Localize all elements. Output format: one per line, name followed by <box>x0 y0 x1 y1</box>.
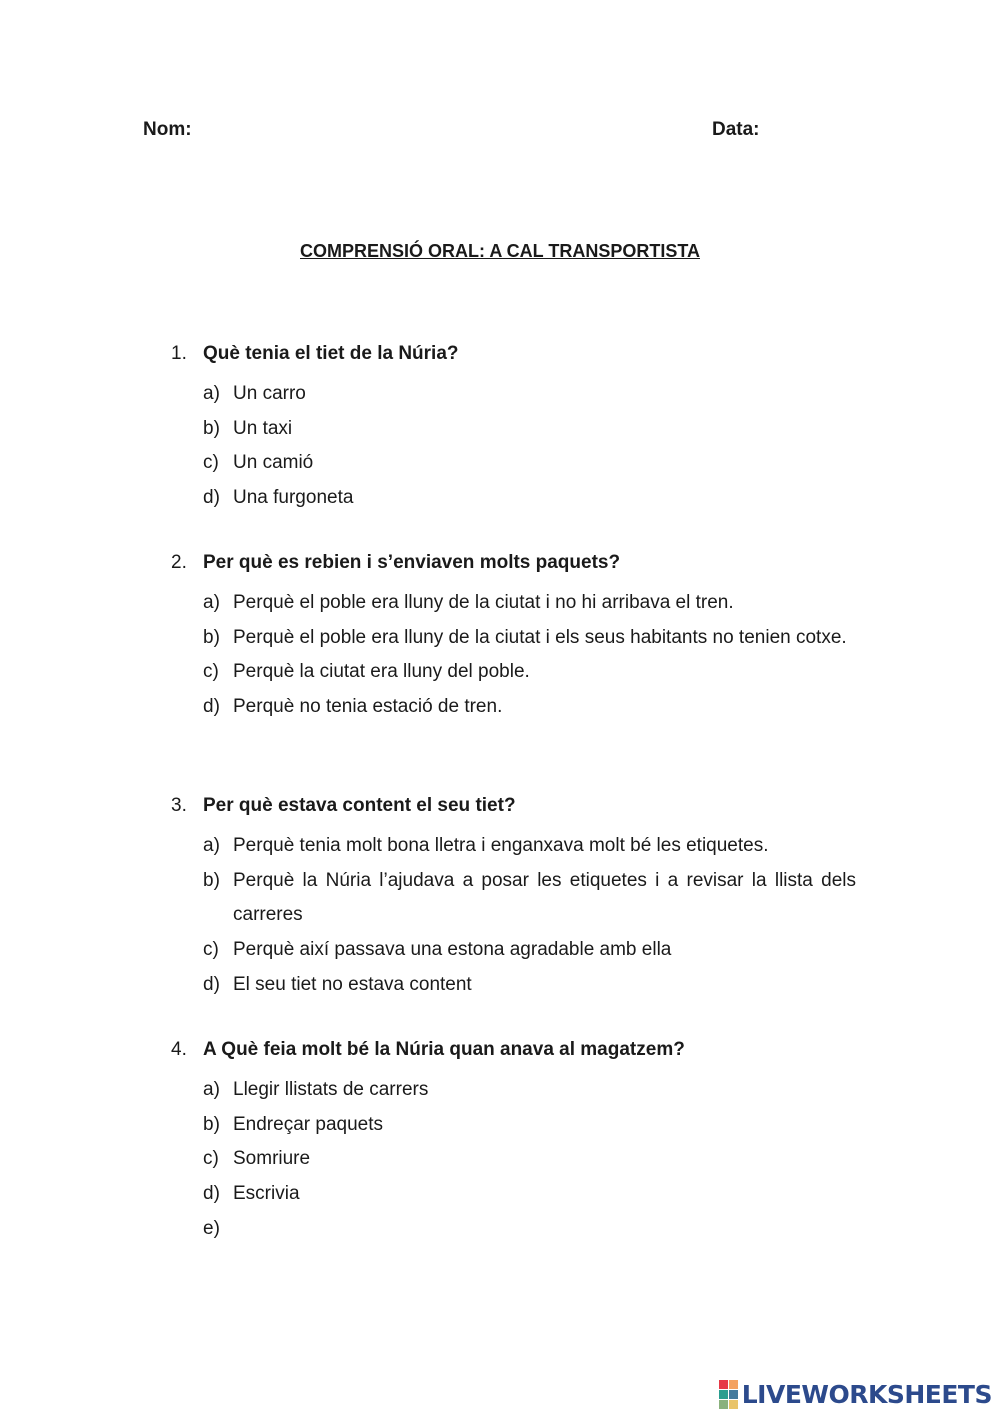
option-text: El seu tiet no estava content <box>233 973 472 995</box>
option-b[interactable] <box>0 864 1000 933</box>
option-letter: c) <box>203 661 219 683</box>
question-text: Per què es rebien i s’enviaven molts paquets? <box>203 552 621 573</box>
option-text: Escrivia <box>233 1183 300 1205</box>
name-label: Nom: <box>143 119 192 140</box>
option-c[interactable] <box>0 446 1000 481</box>
question-text: Per què estava content el seu tiet? <box>203 795 516 816</box>
option-text: Un camió <box>233 452 314 474</box>
liveworksheets-logo <box>719 1379 992 1409</box>
option-letter: b) <box>203 417 220 439</box>
option-text: Somriure <box>233 1148 311 1170</box>
option-letter: c) <box>203 1148 219 1170</box>
question-text: Què tenia el tiet de la Núria? <box>203 343 459 364</box>
option-letter: d) <box>203 973 220 995</box>
option-letter: d) <box>203 487 220 509</box>
brand-name: LIVEWORKSHEETS <box>741 1379 992 1409</box>
option-letter: a) <box>203 592 220 613</box>
option-text: Un carro <box>233 383 306 404</box>
option-letter: a) <box>203 1079 220 1100</box>
option-letter: c) <box>203 452 219 474</box>
option-e[interactable] <box>0 1212 1000 1247</box>
question-number: 4. <box>171 1039 187 1060</box>
option-a[interactable] <box>0 377 1000 412</box>
option-letter: e) <box>203 1217 220 1239</box>
option-text: Perquè no tenia estació de tren. <box>233 696 503 718</box>
option-text: Perquè el poble era lluny de la ciutat i els seus habitants no tenien cotxe. <box>233 626 847 648</box>
option-text: Un taxi <box>233 417 293 439</box>
option-letter: b) <box>203 626 220 648</box>
option-text: Endreçar paquets <box>233 1113 383 1135</box>
question-number: 1. <box>171 343 187 364</box>
option-letter: a) <box>203 383 220 404</box>
page-title: COMPRENSIÓ ORAL: A CAL TRANSPORTISTA <box>300 241 700 261</box>
question-1 <box>0 343 1000 516</box>
option-letter: b) <box>203 869 220 891</box>
option-letter: a) <box>203 835 220 856</box>
logo-mark-icon <box>719 1380 738 1409</box>
option-text: Una furgoneta <box>233 487 354 509</box>
option-letter: d) <box>203 1183 220 1205</box>
option-b[interactable] <box>0 412 1000 447</box>
question-3 <box>0 795 1000 1003</box>
option-c[interactable] <box>0 933 1000 968</box>
option-a[interactable] <box>0 829 1000 864</box>
option-letter: b) <box>203 1113 220 1135</box>
question-4 <box>0 1039 1000 1247</box>
question-number: 3. <box>171 795 187 816</box>
option-d[interactable] <box>0 481 1000 516</box>
option-d[interactable] <box>0 968 1000 1003</box>
option-a[interactable] <box>0 586 1000 621</box>
option-c[interactable] <box>0 1142 1000 1177</box>
option-a[interactable] <box>0 1073 1000 1108</box>
option-text: Perquè la ciutat era lluny del poble. <box>233 661 530 683</box>
option-text <box>233 1212 856 1247</box>
option-text: Perquè tenia molt bona lletra i enganxava molt bé les etiquetes. <box>233 835 769 856</box>
option-b[interactable] <box>0 1108 1000 1143</box>
option-d[interactable] <box>0 690 1000 725</box>
option-d[interactable] <box>0 1177 1000 1212</box>
question-number: 2. <box>171 552 187 573</box>
option-text: Perquè així passava una estona agradable amb ella <box>233 939 672 961</box>
date-label: Data: <box>712 119 760 140</box>
option-text: Llegir llistats de carrers <box>233 1079 429 1100</box>
option-text: Perquè el poble era lluny de la ciutat i no hi arribava el tren. <box>233 592 734 613</box>
question-text: A Què feia molt bé la Núria quan anava al magatzem? <box>203 1039 685 1060</box>
option-letter: c) <box>203 939 219 961</box>
option-c[interactable] <box>0 655 1000 690</box>
option-letter: d) <box>203 696 220 718</box>
question-2 <box>0 552 1000 725</box>
option-b[interactable] <box>0 621 1000 656</box>
option-text: Perquè la Núria l’ajudava a posar les etiquetes i a revisar la llista dels carreres <box>233 869 856 926</box>
